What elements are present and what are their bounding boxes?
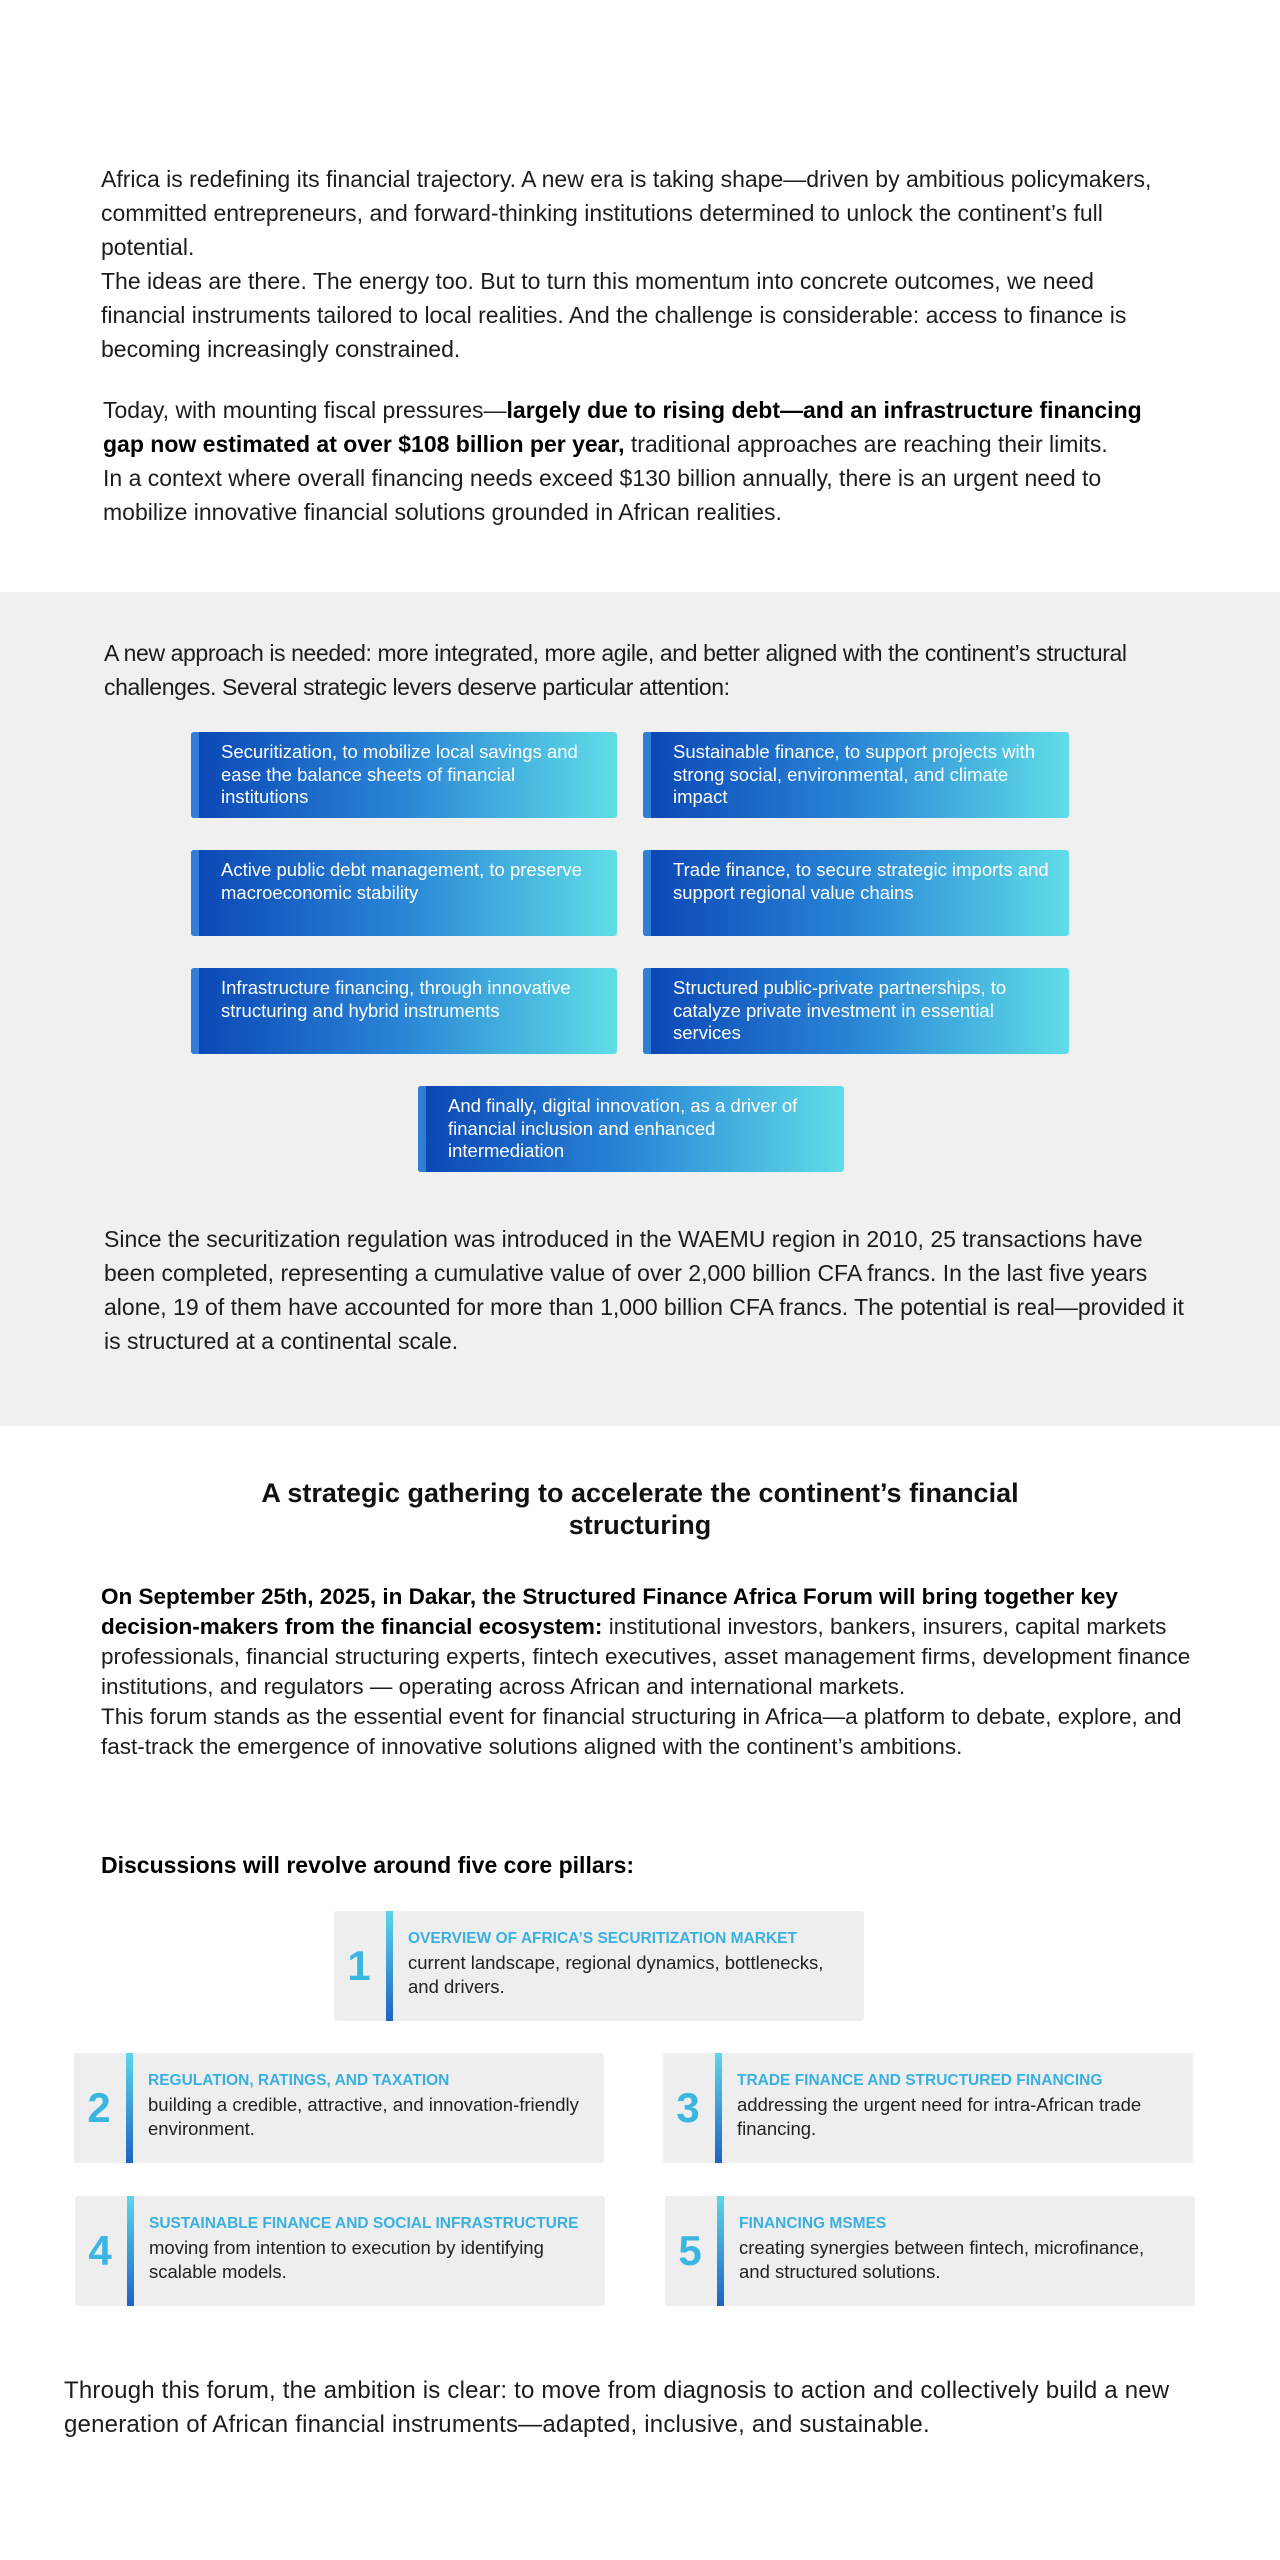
lever-securitization: Securitization, to mobilize local savings and ease the balance sheets of financial institutions: [191, 732, 617, 818]
lever-public-debt: Active public debt management, to preserve macroeconomic stability: [191, 850, 617, 936]
forum-purpose-paragraph: This forum stands as the essential event for financial structuring in Africa—a platform to debate, explore, and fast-track the emergence of innovative solutions aligned with the continent’s ambitions.: [101, 1704, 1182, 1759]
pillar-description: building a credible, attractive, and innovation-friendly environment.: [148, 2094, 579, 2139]
pillar-accent-bar: [715, 2053, 722, 2163]
lever-trade-finance: Trade finance, to secure strategic imports and support regional value chains: [643, 850, 1069, 936]
pillar-description: creating synergies between fintech, microfinance, and structured solutions.: [739, 2237, 1145, 2282]
intro-paragraph-2: The ideas are there. The energy too. But to turn this momentum into concrete outcomes, we need financial instruments tailored to local realities. And the challenge is considerable: access to finance is becoming increasingly constrained.: [101, 268, 1127, 362]
fiscal-lead: Today, with mounting fiscal pressures—: [103, 397, 507, 423]
forum-block: [101, 1582, 1191, 1762]
section-title: A strategic gathering to accelerate the continent’s financial structuring: [261, 1478, 1019, 1540]
fiscal-paragraph: [103, 393, 1183, 461]
pillar-title: REGULATION, RATINGS, AND TAXATION: [148, 2072, 450, 2089]
approach-paragraph: A new approach is needed: more integrated, more agile, and better aligned with the continent’s structural challenges. Several strategic levers deserve particular attention:: [104, 640, 1127, 700]
pillar-number: 5: [678, 2227, 702, 2274]
pillar-card-4: [75, 2196, 605, 2306]
pillar-card-2: [74, 2053, 604, 2163]
waemu-paragraph: Since the securitization regulation was introduced in the WAEMU region in 2010, 25 transactions have been completed, representing a cumulative value of over 2,000 billion CFA francs. In the last five years alone, 19 of them have accounted for more than 1,000 billion CFA francs. The potential is real—provided it is structured at a continental scale.: [104, 1226, 1184, 1354]
fiscal-highlight: largely due to rising debt—and an infrastructure financing gap now estimated at over $108 billion per year,: [103, 397, 1142, 457]
pillar-title: OVERVIEW OF AFRICA’S SECURITIZATION MARKET: [408, 1930, 797, 1947]
pillar-title: FINANCING MSMES: [739, 2215, 887, 2232]
pillar-title: TRADE FINANCE AND STRUCTURED FINANCING: [737, 2072, 1103, 2089]
pillar-description: moving from intention to execution by identifying scalable models.: [149, 2237, 544, 2282]
fiscal-pressure-block: [103, 393, 1183, 529]
pillars-heading: Discussions will revolve around five core pillars:: [101, 1852, 635, 1878]
pillar-accent-bar: [126, 2053, 133, 2163]
fiscal-tail: traditional approaches are reaching their limits.: [624, 431, 1108, 457]
pillar-number: 1: [347, 1942, 371, 1989]
intro-block: [101, 162, 1181, 366]
forum-lead: On September 25th, 2025, in Dakar, the Structured Finance Africa Forum will bring together key decision-makers from the financial ecosystem:: [101, 1584, 1118, 1639]
lever-digital-innovation: And finally, digital innovation, as a driver of financial inclusion and enhanced intermediation: [418, 1086, 844, 1172]
closing-paragraph: Through this forum, the ambition is clear: to move from diagnosis to action and collectively build a new generation of African financial instruments—adapted, inclusive, and sustainable.: [64, 2377, 1170, 2438]
pillar-number: 2: [87, 2084, 111, 2131]
pillar-card-5: [665, 2196, 1195, 2306]
intro-paragraph-1: Africa is redefining its financial trajectory. A new era is taking shape—driven by ambitious policymakers, committed entrepreneurs, and forward-thinking institutions determined to unlock the continent’s full potential.: [101, 166, 1152, 260]
lever-sustainable-finance: Sustainable finance, to support projects with strong social, environmental, and climate impact: [643, 732, 1069, 818]
forum-tail: institutional investors, bankers, insurers, capital markets professionals, financial structuring experts, fintech executives, asset management firms, development finance institutions, and regulators — operating across African and international markets.: [101, 1614, 1191, 1699]
financing-needs-paragraph: In a context where overall financing needs exceed $130 billion annually, there is an urgent need to mobilize innovative financial solutions grounded in African realities.: [103, 465, 1102, 525]
pillar-number: 3: [676, 2084, 700, 2131]
pillar-card-3: [663, 2053, 1193, 2163]
lever-infrastructure: Infrastructure financing, through innovative structuring and hybrid instruments: [191, 968, 617, 1054]
pillar-title: SUSTAINABLE FINANCE AND SOCIAL INFRASTRUCTURE: [149, 2215, 579, 2232]
pillar-description: addressing the urgent need for intra-African trade financing.: [737, 2094, 1142, 2139]
pillar-description: current landscape, regional dynamics, bottlenecks, and drivers.: [408, 1952, 824, 1997]
pillar-number: 4: [88, 2227, 112, 2274]
pillar-accent-bar: [717, 2196, 724, 2306]
forum-paragraph: [101, 1582, 1191, 1702]
pillar-card-1: [334, 1911, 864, 2021]
pillar-accent-bar: [386, 1911, 393, 2021]
pillar-accent-bar: [127, 2196, 134, 2306]
lever-ppp: Structured public-private partnerships, to catalyze private investment in essential services: [643, 968, 1069, 1054]
